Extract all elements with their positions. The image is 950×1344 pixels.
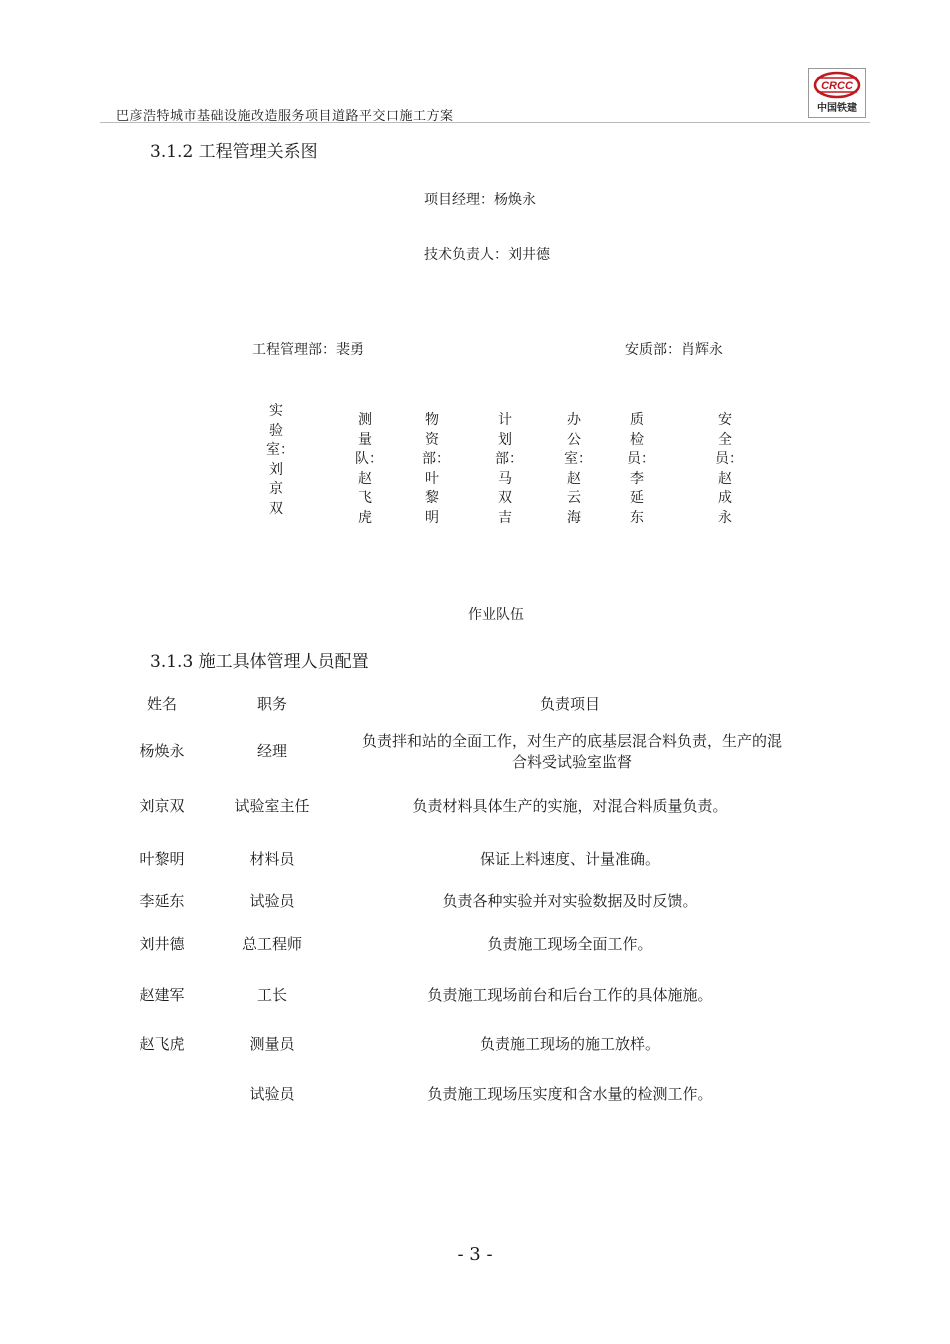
table-cell-duty: 负责施工现场全面工作。 (487, 935, 653, 953)
section-title-management-chart: 3.1.2 工程管理关系图 (150, 142, 318, 162)
crcc-logo-icon (809, 69, 865, 117)
table-cell-name: 杨焕永 (139, 742, 185, 760)
org-project-manager: 项目经理：杨焕永 (424, 192, 536, 208)
table-header-duty: 负责项目 (539, 695, 600, 713)
org-engineering-dept: 工程管理部：裴勇 (252, 342, 364, 358)
table-header-role: 职务 (256, 695, 287, 713)
table-cell-role: 材料员 (249, 850, 295, 868)
table-cell-name: 赵飞虎 (139, 1035, 185, 1053)
table-cell-role: 试验员 (249, 1085, 295, 1103)
page-number: - 3 - (457, 1244, 493, 1265)
table-cell-name: 刘京双 (139, 797, 185, 815)
table-cell-duty: 负责施工现场的施工放样。 (479, 1035, 660, 1053)
table-cell-name: 刘井德 (139, 935, 185, 953)
table-cell-duty: 负责材料具体生产的实施，对混合料质量负责。 (412, 797, 728, 815)
section-title-staff-config: 3.1.3 施工具体管理人员配置 (150, 652, 369, 672)
document-header-title: 巴彦浩特城市基础设施改造服务项目道路平交口施工方案 (116, 109, 454, 124)
table-cell-duty-continued: 合料受试验室监督 (511, 753, 632, 771)
table-cell-role: 总工程师 (241, 935, 302, 953)
svg-text:CRCC: CRCC (821, 80, 853, 92)
org-unit-survey-team: 测 量 队： 赵 飞 虎 (355, 412, 383, 526)
table-cell-role: 试验室主任 (234, 797, 310, 815)
org-tech-lead: 技术负责人：刘井德 (424, 247, 550, 263)
org-unit-safety-officer: 安 全 员： 赵 成 永 (715, 412, 743, 526)
svg-text:中国铁建: 中国铁建 (817, 103, 857, 114)
table-cell-duty: 负责拌和站的全面工作，对生产的底基层混合料负责，生产的混 (361, 732, 782, 750)
org-unit-planning-dept: 计 划 部： 马 双 吉 (495, 412, 523, 526)
table-cell-name: 赵建军 (139, 986, 185, 1004)
table-cell-role: 测量员 (249, 1035, 295, 1053)
org-unit-office: 办 公 室： 赵 云 海 (564, 412, 592, 526)
table-cell-role: 工长 (256, 986, 287, 1004)
org-unit-lab: 实 验 室： 刘 京 双 (266, 403, 294, 517)
table-cell-role: 试验员 (249, 892, 295, 910)
company-logo (808, 68, 866, 118)
table-cell-duty: 保证上料速度、计量准确。 (479, 850, 660, 868)
org-unit-materials-dept: 物 资 部： 叶 黎 明 (422, 412, 450, 526)
org-unit-qc-inspector: 质 检 员： 李 延 东 (627, 412, 655, 526)
header-divider (100, 122, 870, 123)
table-header-name: 姓名 (146, 695, 177, 713)
table-cell-duty: 负责施工现场压实度和含水量的检测工作。 (427, 1085, 713, 1103)
table-cell-role: 经理 (256, 742, 287, 760)
table-cell-duty: 负责各种实验并对实验数据及时反馈。 (442, 892, 698, 910)
table-cell-name: 李延东 (139, 892, 185, 910)
table-cell-duty: 负责施工现场前台和后台工作的具体施施。 (427, 986, 713, 1004)
table-cell-name: 叶黎明 (139, 850, 185, 868)
org-work-team: 作业队伍 (468, 607, 524, 623)
org-safety-quality-dept: 安质部：肖辉永 (625, 342, 723, 358)
